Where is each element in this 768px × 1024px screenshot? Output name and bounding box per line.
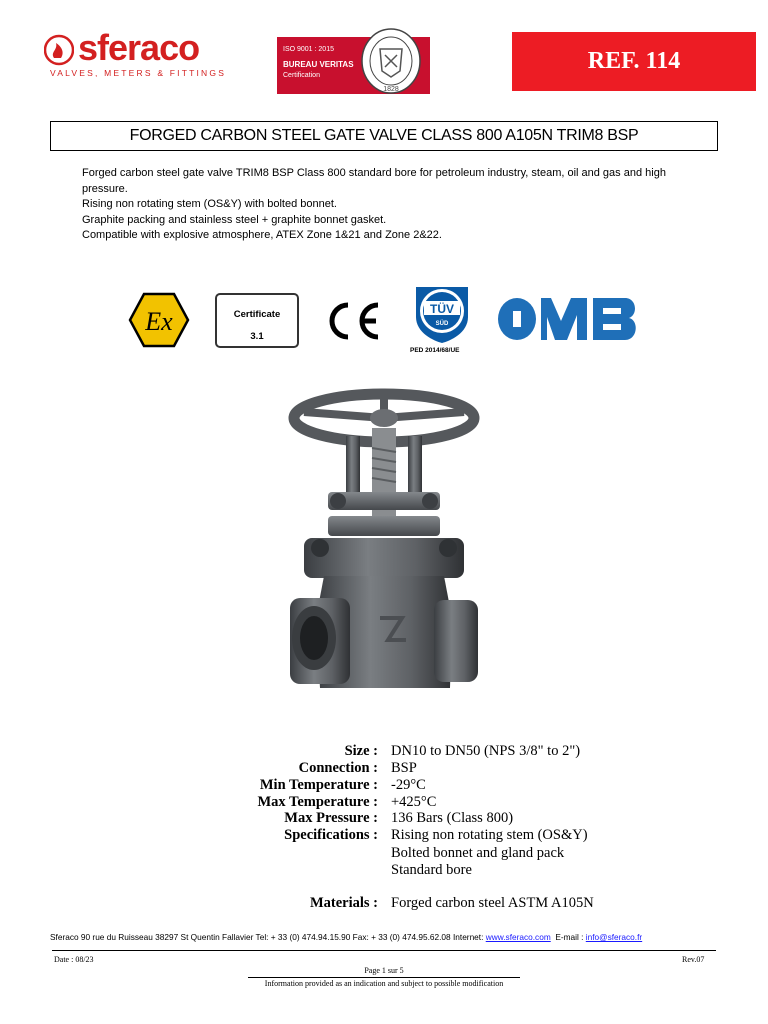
product-title: FORGED CARBON STEEL GATE VALVE CLASS 800 A105N TRIM8 BSP xyxy=(129,127,639,144)
product-description xyxy=(82,166,722,244)
ped-directive-text: PED 2014/68/UE xyxy=(410,347,460,354)
certificate-label: Certificate xyxy=(233,309,281,320)
spec-label-size: Size : xyxy=(344,743,378,759)
brand-tagline: VALVES, METERS & FITTINGS xyxy=(50,68,227,78)
description-line: Graphite packing and stainless steel + graphite bonnet gasket. xyxy=(82,213,387,226)
reference-box xyxy=(512,32,756,91)
spec-label-specifications: Specifications : xyxy=(284,827,378,843)
tuv-sud-icon xyxy=(410,281,474,345)
document-revision: Rev.07 xyxy=(682,955,705,964)
description-line: Forged carbon steel gate valve TRIM8 BSP Class 800 standard bore for petroleum industry, steam, oil and gas and high xyxy=(82,167,666,179)
sud-label: SÜD xyxy=(435,321,449,327)
bureau-veritas-label: BUREAU VERITAS xyxy=(283,60,354,69)
bureau-veritas-seal-icon xyxy=(360,27,422,95)
description-line: Compatible with explosive atmosphere, ATEX Zone 1&21 and Zone 2&22. xyxy=(82,229,442,241)
spec-label-connection: Connection : xyxy=(298,760,378,776)
spec-value-connection: BSP xyxy=(391,760,417,776)
certification-label: Certification xyxy=(283,72,320,79)
address-text: Sferaco 90 rue du Ruisseau 38297 St Quentin Fallavier Tel: + 33 (0) 474.94.15.90 Fax: + 33 (0) 474.95.62.08 Internet: xyxy=(50,932,486,942)
spec-value-bonnet: Bolted bonnet and gland pack xyxy=(391,845,565,861)
page-number: Page 1 sur 5 xyxy=(364,966,404,975)
footer-divider xyxy=(52,950,716,951)
sferaco-flame-icon xyxy=(44,34,74,66)
certificate-badge xyxy=(215,293,299,348)
email-link[interactable]: info@sferaco.fr xyxy=(585,932,643,942)
ce-mark-icon xyxy=(324,301,382,341)
atex-ex-icon xyxy=(128,292,190,348)
email-label: E-mail : xyxy=(550,932,586,942)
tuv-label: TÜV xyxy=(430,302,454,316)
website-link[interactable]: www.sferaco.com xyxy=(485,932,551,942)
spec-label-max-temperature: Max Temperature : xyxy=(257,794,378,810)
brand-name: sferaco xyxy=(78,27,200,68)
gate-valve-product-image xyxy=(284,388,484,700)
spec-value-size: DN10 to DN50 (NPS 3/8" to 2") xyxy=(391,743,581,759)
svg-text:Ex: Ex xyxy=(145,307,173,336)
spec-value-max-pressure: 136 Bars (Class 800) xyxy=(391,810,514,826)
disclaimer-text: Information provided as an indication and subject to possible modification xyxy=(264,979,504,988)
description-line: pressure. xyxy=(82,182,128,195)
spec-value-max-temperature: +425°C xyxy=(391,794,437,810)
spec-value-min-temperature: -29°C xyxy=(391,777,426,793)
document-date: Date : 08/23 xyxy=(54,955,94,964)
materials-label: Materials : xyxy=(309,895,378,911)
reference-number: REF. 114 xyxy=(587,48,681,74)
seal-year: 1828 xyxy=(383,86,399,93)
iso-label: ISO 9001 : 2015 xyxy=(283,46,334,53)
certificate-grade: 3.1 xyxy=(250,331,264,342)
disclaimer-divider xyxy=(248,977,520,978)
materials-value: Forged carbon steel ASTM A105N xyxy=(391,895,594,911)
omb-logo-icon xyxy=(497,297,639,341)
company-address xyxy=(50,932,642,942)
spec-value-bore: Standard bore xyxy=(391,862,472,878)
spec-label-max-pressure: Max Pressure : xyxy=(284,810,378,826)
description-line: Rising non rotating stem (OS&Y) with bolted bonnet. xyxy=(82,198,337,210)
spec-label-min-temperature: Min Temperature : xyxy=(259,777,378,793)
title-box xyxy=(50,121,718,151)
spec-value-stem: Rising non rotating stem (OS&Y) xyxy=(391,827,588,843)
